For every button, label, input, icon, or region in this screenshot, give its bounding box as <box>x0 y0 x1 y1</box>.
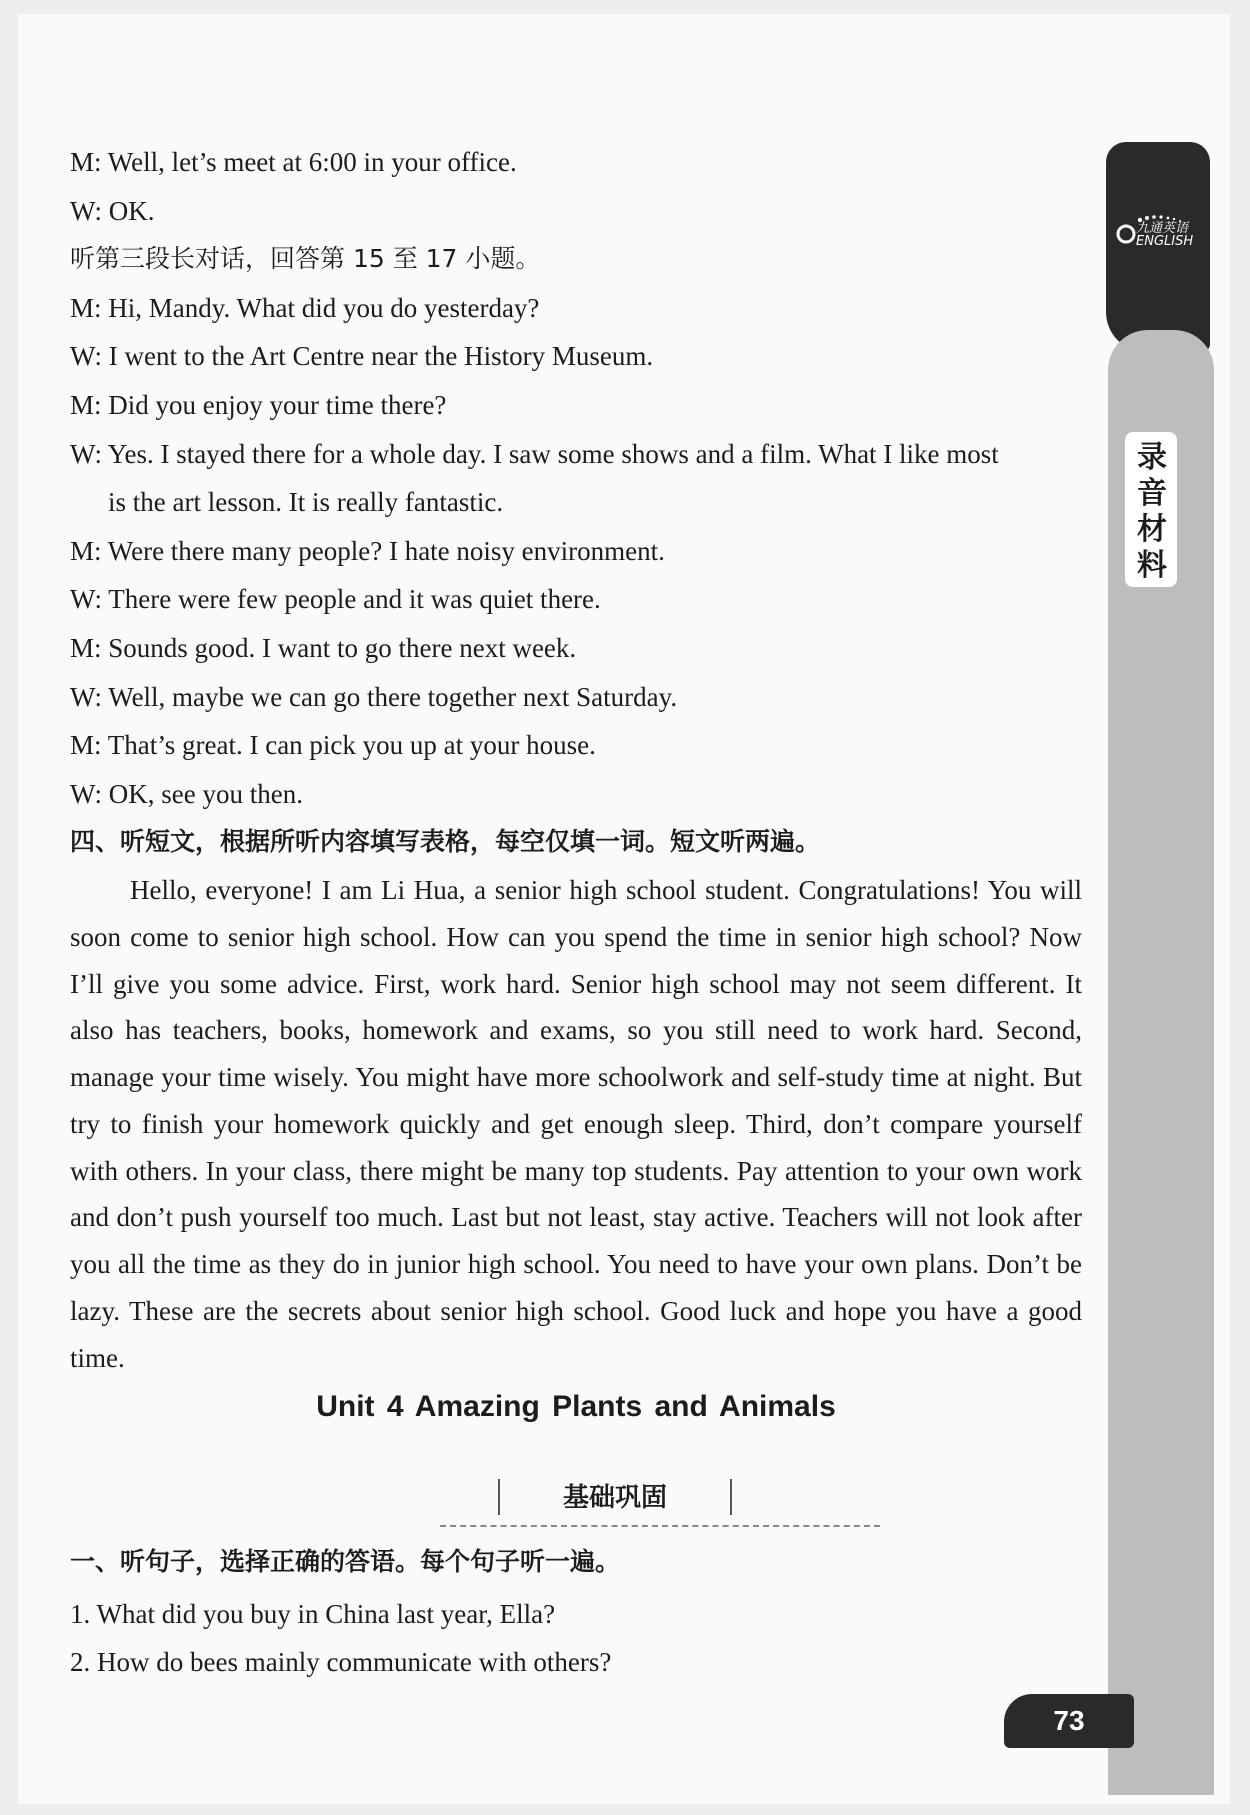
section4-heading: 四、听短文，根据所听内容填写表格，每空仅填一词。短文听两遍。 <box>70 827 821 857</box>
question-item: 2. How do bees mainly communicate with others? <box>70 1647 612 1677</box>
page-content <box>70 138 1082 1677</box>
questions-heading: 一、听句子，选择正确的答语。每个句子听一遍。 <box>70 1547 621 1576</box>
dialogue-line: M: Well, let’s meet at 6:00 in your office. <box>70 147 517 177</box>
dialogue-line: M: That’s great. I can pick you up at your house. <box>70 730 596 761</box>
question-item: 1. What did you buy in China last year, Ella? <box>70 1599 556 1629</box>
dialogue-top <box>70 138 1082 235</box>
section-label-text: 基础巩固 <box>562 1483 667 1513</box>
logo-text: 九通英语 ENGLISH <box>1136 221 1194 249</box>
page-number: 73 <box>1053 1705 1085 1736</box>
dialogue-line: W: Yes. I stayed there for a whole day. I saw some shows and a film. What I like most <box>70 438 999 469</box>
dialogue-line: W: There were few people and it was quiet there. <box>70 584 601 615</box>
dialogue-line: M: Were there many people? I hate noisy environment. <box>70 535 665 566</box>
dialogue-line: W: OK, see you then. <box>70 778 303 809</box>
passage-text: Hello, everyone! I am Li Hua, a senior high school student. Congratulations! You will soon come to senior high school. How can you spend the time in senior high school? Now I’ll give you some advice. First, work hard. Senior high school may not seem different. It also has teachers, books, homework and exams, so you still need to work hard. Second, manage your time wisely. You might have more schoolwork and self-study time at night. But try to finish your homework quickly and get enough sleep. Third, don’t compare yourself with others. In your class, there might be many top students. Pay attention to your own work and don’t push yourself too much. Last but not least, stay active. Teachers will not look after you all the time as they do in junior high school. You need to have your own plans. Don’t be lazy. These are the secrets about senior high school. Good luck and hope you have a good time. <box>70 874 1082 1373</box>
dialogue-line: W: Well, maybe we can go there together next Saturday. <box>70 681 678 712</box>
section-label <box>490 1475 740 1521</box>
label-bar-right <box>730 1479 732 1515</box>
dialogue-line: M: Sounds good. I want to go there next week. <box>70 632 577 663</box>
dialogue-line: W: I went to the Art Centre near the History Museum. <box>70 341 654 372</box>
section3-heading: 听第三段长对话，回答第 15 至 17 小题。 <box>70 244 541 274</box>
dialogue-line: W: OK. <box>70 195 155 226</box>
section-divider <box>440 1525 880 1527</box>
dialogue-line: M: Did you enjoy your time there? <box>70 389 447 420</box>
side-tab-label: 录音材料 <box>1137 440 1167 583</box>
label-bar-left <box>498 1479 500 1515</box>
unit-title: Unit 4 Amazing Plants and Animals <box>316 1390 836 1423</box>
dialogue-line: is the art lesson. It is really fantastic. <box>108 487 504 518</box>
dialogue-line: M: Hi, Mandy. What did you do yesterday? <box>70 292 540 323</box>
dialogue-3 <box>70 284 1082 819</box>
